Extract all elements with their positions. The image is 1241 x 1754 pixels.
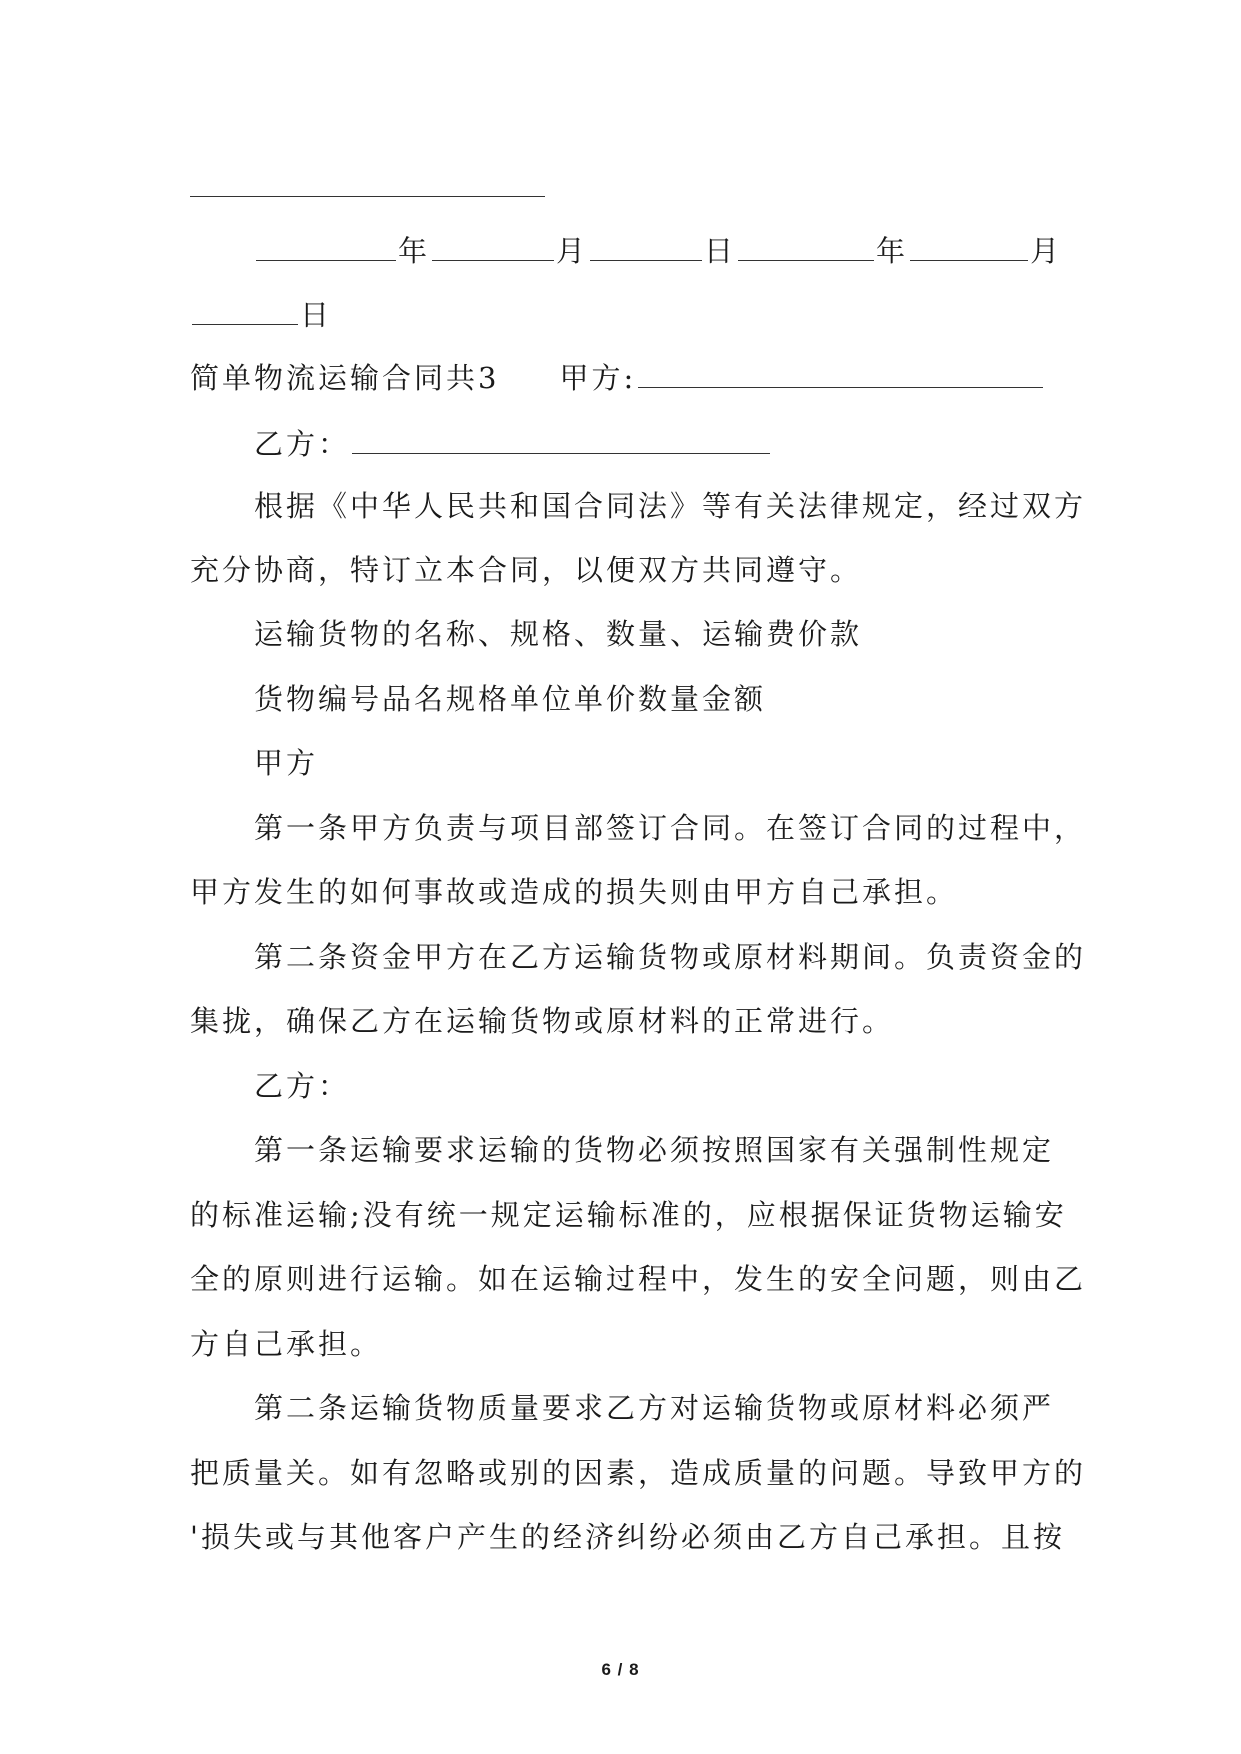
paragraph-line: 充分协商，特订立本合同，以便双方共同遵守。	[190, 553, 863, 587]
paragraph-line: 的标准运输;没有统一规定运输标准的，应根据保证货物运输安	[190, 1198, 1067, 1232]
paragraph-line: 全的原则进行运输。如在运输过程中，发生的安全问题，则由乙	[190, 1262, 1087, 1296]
party-b-label: 乙方：	[254, 427, 351, 461]
document-title: 简单物流运输合同共3	[190, 361, 500, 395]
date-month-label: 月	[556, 234, 589, 268]
blank-field	[910, 230, 1028, 261]
blank-field	[192, 294, 298, 325]
paragraph-line: '损失或与其他客户产生的经济纠纷必须由乙方自己承担。且按	[190, 1520, 1065, 1554]
date-line-continued	[190, 294, 1060, 335]
date-year-label: 年	[876, 234, 909, 268]
party-a-blank	[638, 357, 1043, 388]
blank-field	[432, 230, 554, 261]
date-year-label: 年	[398, 234, 431, 268]
section-heading: 甲方	[254, 746, 319, 780]
party-a-label: 甲方:	[559, 361, 637, 395]
paragraph-line: 第二条资金甲方在乙方运输货物或原材料期间。负责资金的	[254, 940, 1087, 974]
blank-field	[590, 230, 702, 261]
paragraph-line: 方自己承担。	[190, 1327, 383, 1361]
paragraph-line: 第一条甲方负责与项目部签订合同。在签订合同的过程中，	[254, 811, 1087, 845]
date-line	[254, 230, 1124, 271]
page-number: 6 / 8	[601, 1660, 640, 1679]
paragraph-line: 第二条运输货物质量要求乙方对运输货物或原材料必须严	[254, 1391, 1055, 1425]
paragraph-line: 集拢，确保乙方在运输货物或原材料的正常进行。	[190, 1004, 895, 1038]
section-heading: 乙方：	[254, 1069, 351, 1103]
paragraph-line: 甲方发生的如何事故或造成的损失则由甲方自己承担。	[190, 875, 959, 909]
paragraph-line: 把质量关。如有忽略或别的因素，造成质量的问题。导致甲方的	[190, 1456, 1087, 1490]
date-month-label: 月	[1030, 234, 1063, 268]
blank-field	[738, 230, 874, 261]
party-b-blank	[352, 423, 770, 454]
paragraph-line: 货物编号品名规格单位单价数量金额	[254, 682, 767, 716]
top-blank-line	[190, 196, 545, 197]
date-day-label: 日	[704, 234, 737, 268]
party-b-line	[254, 423, 1124, 464]
paragraph-line: 运输货物的名称、规格、数量、运输费价款	[254, 617, 863, 651]
title-line	[190, 357, 1060, 398]
blank-field	[256, 230, 396, 261]
paragraph-line: 第一条运输要求运输的货物必须按照国家有关强制性规定	[254, 1133, 1055, 1167]
date-day-label: 日	[300, 298, 333, 332]
paragraph-line: 根据《中华人民共和国合同法》等有关法律规定，经过双方	[254, 489, 1087, 523]
